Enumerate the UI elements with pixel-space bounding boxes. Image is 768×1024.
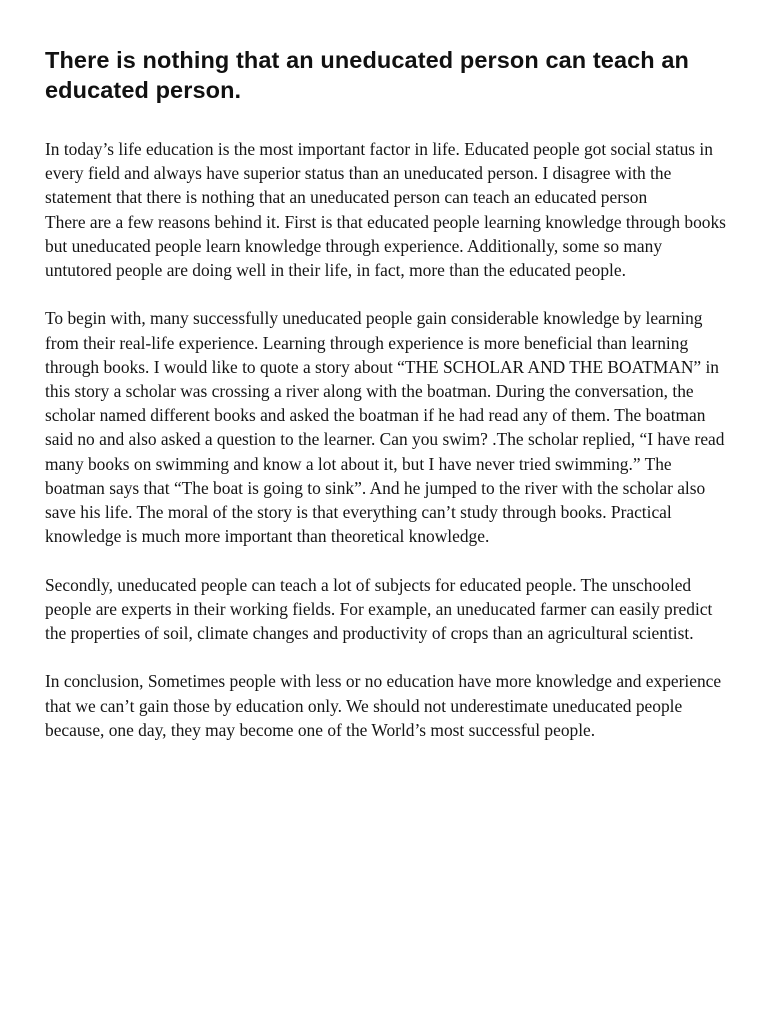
- intro-paragraph: In today’s life education is the most important factor in life. Educated people got social status in every field and always have superior status than an uneducated person. I disagree with the statement that there is nothing that an uneducated person can teach an educated person: [45, 139, 713, 208]
- second-point-paragraph: Secondly, uneducated people can teach a lot of subjects for educated people. The unschooled people are experts in their working fields. For example, an uneducated farmer can easily predict the properties of soil, climate changes and productivity of crops than an agricultural scientist.: [45, 574, 713, 644]
- paragraph-spacer: [45, 548, 730, 572]
- essay-body: [45, 137, 730, 742]
- story-paragraph: To begin with, many successfully uneducated people gain considerable knowledge by learning from their real-life experience. Learning through experience is more beneficial than learning through books. I would like to quote a story about “THE SCHOLAR AND THE BOATMAN” in this story a scholar was crossing a river along with the boatman. During the conversation, the scholar named different books and asked the boatman if he had read any of them. The boatman said no and also asked a question to the learner. Can you swim? .The scholar replied, “I have read many books on swimming and know a lot about it, but I have never tried swimming.” The boatman says that “The boat is going to sink”. And he jumped to the river with the scholar also save his life. The moral of the story is that everything can’t study through books. Practical knowledge is much more important than theoretical knowledge.: [45, 308, 725, 547]
- paragraph-spacer: [45, 645, 730, 669]
- reasons-paragraph: There are a few reasons behind it. First is that educated people learning knowledge through books but uneducated people learn knowledge through experience. Additionally, some so many untutored people are doing well in their life, in fact, more than the educated people.: [45, 211, 726, 281]
- paragraph-spacer: [45, 282, 730, 306]
- conclusion-paragraph: In conclusion, Sometimes people with less or no education have more knowledge and experience that we can’t gain those by education only. We should not underestimate uneducated people because, one day, they may become one of the World’s most successful people.: [45, 671, 722, 740]
- essay-title: There is nothing that an uneducated person can teach an educated person.: [45, 47, 690, 103]
